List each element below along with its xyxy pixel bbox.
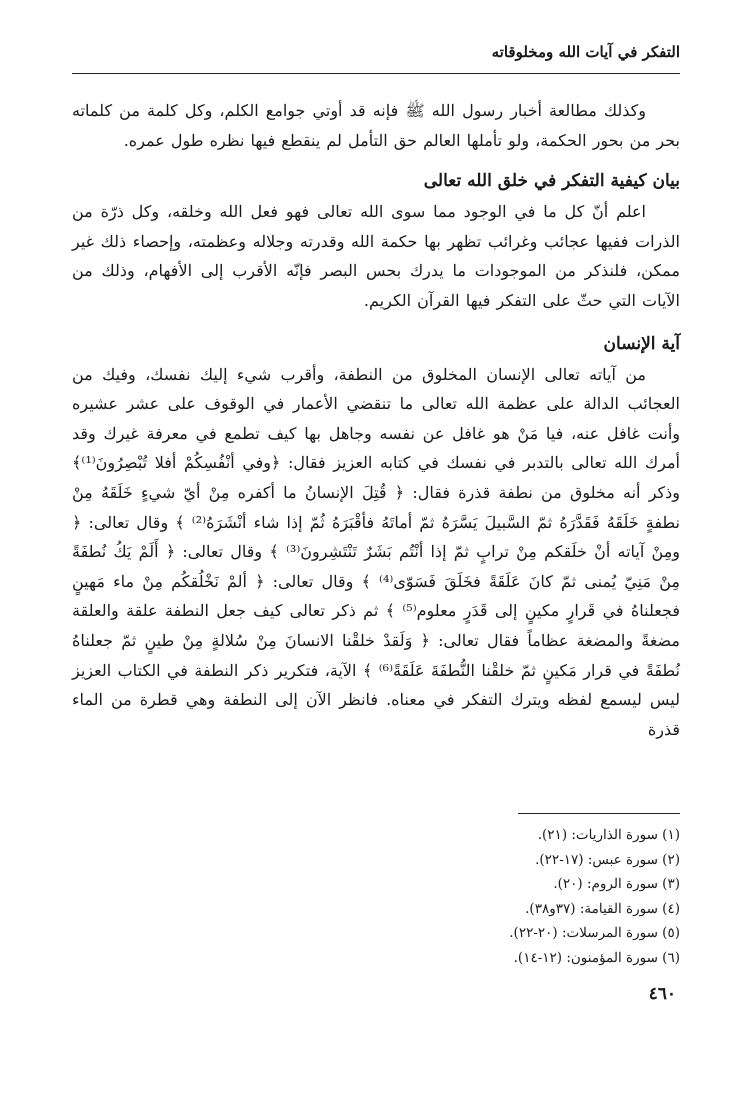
page-number: ٤٦٠ <box>648 984 676 1004</box>
footnotes-list <box>509 823 680 970</box>
section-heading-contemplation: بيان كيفية التفكر في خلق الله تعالى <box>423 171 680 192</box>
contemplation-paragraph: اعلم أنّ كل ما في الوجود مما سوى الله تعالى فهو فعل الله وخلقه، وكل ذرّة من الذرات ففيها عجائب وغرائب تظهر بها حكمة الله وقدرته وجلاله وعظمته، وإحصاء ذلك غير ممكن، فلنذكر من الموجودات ما يدرك بحس البصر فإنّه الأقرب إلى الأفهام، وذلك من الآيات التي حثّ على التفكر فيها القرآن الكريم. <box>72 202 681 310</box>
body-text <box>72 96 680 744</box>
book-page <box>72 0 680 1095</box>
footnote-item: (١) سورة الذاريات: (٢١). <box>537 827 680 843</box>
human-paragraph: من آياته تعالى الإنسان المخلوق من النطفة، وأقرب شيء إليك نفسك، وفيك من العجائب الدالة على عظمة الله تعالى ما تنقضي الأعمار في الوقوف على عشر عشيره وأنت غافل عنه، فيا مَنْ هو غافل عن نفسه وجاهل بها كيف تطمع في معرفة غيرك وقد أمرك الله تعالى بالتدبر في نفسك في كتابه العزيز فقال: ﴿وفي أنْفُسِكُمْ أفلا تُبْصِرُونَ⁽¹⁾﴾ وذكر أنه مخلوق من نطفة قذرة فقال: ﴿ قُتِلَ الإنسانُ ما أكفره مِنْ أيّ شيءٍ خَلَقَهُ مِنْ نطفةٍ خَلَقَهُ فَقَدَّرَهُ ثمّ السَّبيلَ يَسَّرَهُ ثمّ أماتَهُ فأقْبَرَهُ ثُمّ إذا شاء أنْشَرَهُ⁽²⁾ ﴾ وقال تعالى: ﴿ ومِنْ آياته أنْ خلَقكم مِنْ ترابٍ ثمّ إذا أنْتُم بَشَرٌ تَنْتَشِرونَ⁽³⁾ ﴾ وقال تعالى: ﴿ أَلَمْ يَكُ نُطفَةً مِنْ مَنِيّ يُمنى ثمّ كانَ عَلَقَةً فخَلَقَ فَسَوّى⁽⁴⁾ ﴾ وقال تعالى: ﴿ ألمْ نَخْلُقكُم مِنْ ماء مَهينٍ فجعلناهُ في قَرارٍ مكينٍ إلى قَدَرٍ معلوم⁽⁵⁾ ﴾ ثم ذكر تعالى كيف جعل النطفة علقة والعلقة مضغةً والمضغة عظاماً فقال تعالى: ﴿ وَلَقدْ خلقْنا الانسانَ مِنْ سُلالةٍ مِنْ طينٍ ثمّ جعلناهُ نُطفَةً في قرار مَكينٍ ثمّ خلقْنا النُّطفَةَ عَلَقَةً⁽⁶⁾ ﴾ الآية، فتكرير ذكر النطفة في الكتاب العزيز ليس ليسمع لفظه ويترك التفكر في معناه. فانظر الآن إلى النطفة وهي قطرة من الماء قذرة <box>72 364 681 739</box>
section-heading-human: آية الإنسان <box>603 333 680 354</box>
intro-paragraph: وكذلك مطالعة أخبار رسول الله ﷺ فإنه قد أوتي جوامع الكلم، وكل كلمة من كلماته بحر من بحور الحكمة، ولو تأملها العالم حق التأمل لم ينقطع فيها نظره طول عمره. <box>72 101 680 150</box>
footnote-item: (٢) سورة عبس: (١٧-٢٢). <box>535 851 680 868</box>
footnote-item: (٣) سورة الروم: (٢٠). <box>553 876 680 892</box>
footnote-item: (٤) سورة القيامة: (٣٧و٣٨). <box>525 900 680 917</box>
footnote-item: (٦) سورة المؤمنون: (١٢-١٤). <box>513 949 680 966</box>
running-header: التفكر في آيات الله ومخلوقاته <box>491 43 680 61</box>
header-rule <box>72 73 680 74</box>
footnote-rule <box>518 813 680 814</box>
footnote-item: (٥) سورة المرسلات: (٢٠-٢٢). <box>509 925 680 941</box>
